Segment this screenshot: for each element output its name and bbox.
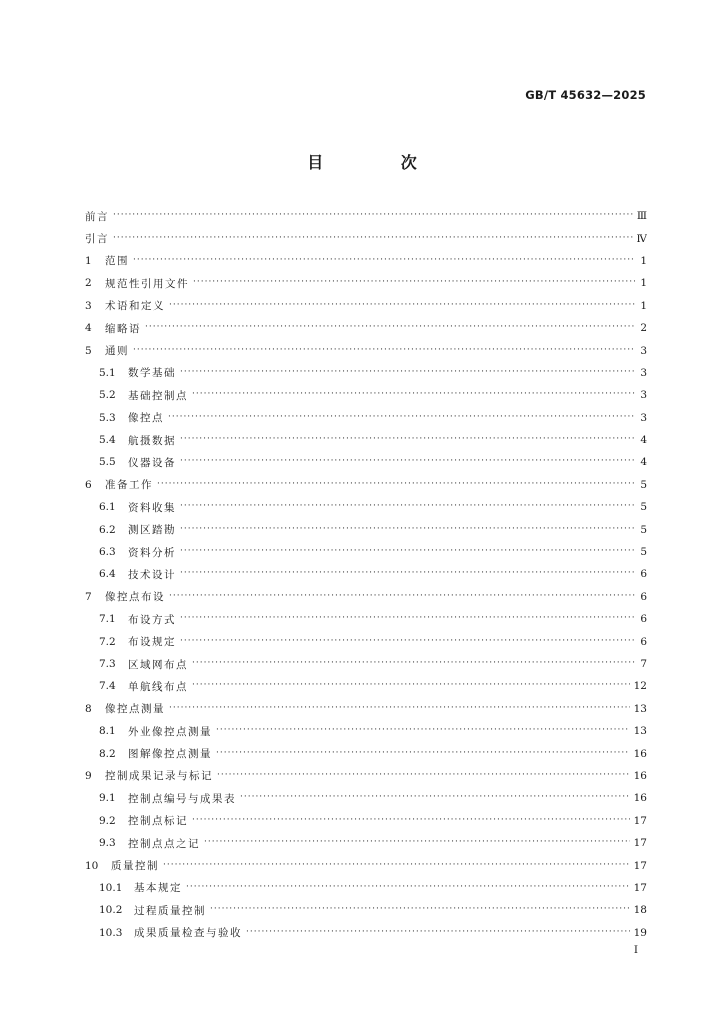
toc-leader-dots (168, 412, 635, 422)
table-of-contents (85, 205, 647, 944)
toc-leader-dots (192, 389, 635, 399)
toc-entry[interactable] (85, 630, 647, 652)
toc-entry-title: 数学基础 (128, 367, 176, 380)
toc-entry-title: 单航线布点 (128, 680, 188, 693)
toc-entry[interactable] (85, 810, 647, 832)
toc-leader-dots (216, 748, 630, 758)
toc-entry-number: 7.2 (99, 635, 116, 648)
toc-entry[interactable] (85, 720, 647, 742)
toc-entry-number: 5.2 (99, 389, 116, 402)
toc-leader-dots (240, 792, 630, 802)
toc-leader-dots (246, 927, 630, 937)
toc-entry-page: 17 (633, 859, 647, 872)
toc-entry-title: 缩略语 (105, 322, 141, 335)
toc-leader-dots (169, 591, 635, 601)
toc-entry-title: 像控点 (128, 412, 164, 425)
toc-entry-title: 准备工作 (105, 479, 153, 492)
toc-entry-title: 成果质量检查与验收 (134, 927, 242, 940)
toc-entry[interactable] (85, 496, 647, 518)
toc-entry-title: 控制点标记 (128, 815, 188, 828)
toc-entry-page: 5 (640, 478, 647, 491)
toc-leader-dots (180, 613, 635, 623)
toc-entry-number: 7.3 (99, 658, 116, 670)
toc-entry-title: 技术设计 (128, 568, 176, 581)
toc-entry-title: 前言 (85, 210, 109, 223)
toc-entry[interactable] (85, 518, 647, 540)
toc-entry[interactable] (85, 586, 647, 608)
toc-leader-dots (180, 524, 635, 534)
toc-entry-number: 5.3 (99, 411, 116, 424)
toc-entry-title: 像控点测量 (105, 703, 165, 716)
toc-leader-dots (133, 255, 635, 265)
toc-entry-title: 仪器设备 (128, 456, 176, 469)
toc-entry-title: 基本规定 (134, 882, 182, 895)
toc-leader-dots (204, 837, 630, 847)
toc-entry-page: 1 (640, 277, 647, 290)
toc-entry-title: 范围 (105, 255, 129, 268)
page-title: 目 次 (307, 153, 453, 172)
toc-leader-dots (169, 300, 635, 310)
toc-entry-page: 19 (633, 926, 647, 939)
toc-entry-number: 2 (85, 277, 92, 290)
toc-entry-number: 9.2 (99, 814, 116, 827)
toc-entry-page: 18 (633, 904, 647, 917)
toc-entry-page: 1 (640, 299, 647, 312)
toc-entry-number: 1 (85, 254, 92, 267)
toc-entry-page: 13 (633, 725, 647, 738)
toc-leader-dots (133, 345, 635, 355)
toc-leader-dots (192, 680, 630, 690)
toc-entry-title: 像控点布设 (105, 591, 165, 604)
toc-entry[interactable] (85, 854, 647, 876)
toc-entry-page: 17 (633, 814, 647, 827)
toc-entry[interactable] (85, 675, 647, 697)
toc-entry-title: 规范性引用文件 (105, 277, 189, 290)
toc-leader-dots (145, 322, 635, 332)
toc-entry-title: 外业像控点测量 (128, 725, 212, 738)
toc-entry-page: 5 (640, 546, 647, 559)
toc-entry-title: 控制点点之记 (128, 837, 200, 850)
toc-entry-page: 16 (633, 747, 647, 760)
toc-leader-dots (192, 658, 635, 668)
toc-entry-title: 控制点编号与成果表 (128, 792, 236, 805)
toc-entry-page: 5 (640, 523, 647, 536)
toc-entry-number: 10.3 (99, 926, 123, 939)
toc-entry[interactable] (85, 742, 647, 764)
toc-entry-title: 布设方式 (128, 613, 176, 626)
toc-entry-title: 过程质量控制 (134, 904, 206, 917)
toc-leader-dots (193, 277, 635, 287)
toc-entry-title: 基础控制点 (128, 389, 188, 402)
toc-leader-dots (210, 904, 630, 914)
toc-entry-page: 16 (633, 769, 647, 782)
toc-leader-dots (180, 456, 635, 466)
toc-leader-dots (217, 770, 630, 780)
toc-entry-title: 质量控制 (111, 860, 159, 873)
toc-entry-title: 通则 (105, 345, 129, 358)
toc-entry[interactable] (85, 451, 647, 473)
toc-entry-number: 9.1 (99, 792, 116, 805)
toc-entry-page: 3 (640, 344, 647, 357)
toc-entry-title: 资料分析 (128, 546, 176, 559)
toc-entry[interactable] (85, 698, 647, 720)
toc-entry-number: 10.2 (99, 904, 123, 917)
toc-entry[interactable] (85, 899, 647, 921)
toc-entry-number: 8.1 (99, 725, 116, 738)
toc-entry[interactable] (85, 407, 647, 429)
toc-entry[interactable] (85, 272, 647, 294)
toc-entry-page: 17 (633, 837, 647, 850)
toc-entry[interactable] (85, 787, 647, 809)
toc-entry[interactable] (85, 922, 647, 944)
toc-entry[interactable] (85, 362, 647, 384)
toc-entry-title: 布设规定 (128, 636, 176, 649)
toc-entry-number: 5 (85, 344, 92, 357)
toc-entry-number: 7.4 (99, 680, 116, 693)
toc-entry[interactable] (85, 339, 647, 361)
toc-leader-dots (180, 636, 635, 646)
toc-entry[interactable] (85, 653, 647, 675)
toc-entry-number: 3 (85, 299, 92, 312)
toc-entry[interactable] (85, 205, 647, 227)
toc-entry[interactable] (85, 563, 647, 585)
toc-entry-number: 7 (85, 590, 92, 603)
toc-entry-page: 13 (633, 702, 647, 715)
toc-entry-page: 3 (640, 366, 647, 379)
toc-entry[interactable] (85, 877, 647, 899)
toc-entry-title: 测区踏勘 (128, 524, 176, 537)
toc-leader-dots (216, 725, 630, 735)
toc-entry-page: 12 (633, 680, 647, 693)
toc-entry-number: 7.1 (99, 613, 116, 626)
toc-entry-page: 3 (640, 389, 647, 402)
toc-entry-page: 6 (640, 568, 647, 581)
toc-leader-dots (113, 233, 633, 243)
toc-leader-dots (180, 546, 635, 556)
toc-entry-title: 引言 (85, 233, 109, 246)
toc-entry-number: 10.1 (99, 881, 123, 894)
toc-leader-dots (180, 568, 635, 578)
toc-leader-dots (186, 882, 630, 892)
toc-entry-page: 1 (640, 254, 647, 267)
toc-entry-page: 4 (640, 434, 647, 447)
toc-entry[interactable] (85, 295, 647, 317)
toc-entry[interactable] (85, 765, 647, 787)
toc-entry[interactable] (85, 250, 647, 272)
toc-entry-page: 6 (640, 635, 647, 648)
toc-entry[interactable] (85, 317, 647, 339)
toc-entry[interactable] (85, 429, 647, 451)
toc-leader-dots (163, 860, 630, 870)
toc-entry-title: 资料收集 (128, 501, 176, 514)
toc-entry-title: 区域网布点 (128, 658, 188, 671)
toc-entry-page: 6 (640, 590, 647, 603)
toc-entry-page: 5 (640, 501, 647, 514)
toc-entry-number: 9.3 (99, 837, 116, 850)
toc-entry[interactable] (85, 474, 647, 496)
toc-entry-number: 8.2 (99, 747, 116, 760)
toc-entry[interactable] (85, 832, 647, 854)
toc-entry[interactable] (85, 608, 647, 630)
toc-entry-number: 10 (85, 859, 99, 872)
toc-entry-number: 8 (85, 702, 92, 715)
toc-entry-page: 6 (640, 613, 647, 626)
toc-entry-page: 17 (633, 881, 647, 894)
toc-entry[interactable] (85, 384, 647, 406)
toc-entry-number: 5.5 (99, 456, 116, 469)
toc-leader-dots (180, 501, 635, 511)
toc-entry[interactable] (85, 227, 647, 249)
toc-entry-number: 9 (85, 769, 92, 782)
toc-leader-dots (157, 479, 635, 489)
toc-entry-page: 16 (633, 792, 647, 805)
toc-entry-number: 6 (85, 478, 92, 491)
toc-leader-dots (180, 367, 635, 377)
toc-entry-number: 6.2 (99, 523, 116, 536)
toc-leader-dots (192, 815, 630, 825)
toc-entry-number: 6.1 (99, 501, 116, 514)
toc-entry-page: 2 (640, 322, 647, 335)
toc-leader-dots (169, 703, 630, 713)
toc-entry-page: Ⅳ (636, 232, 647, 245)
toc-entry[interactable] (85, 541, 647, 563)
toc-entry-number: 5.1 (99, 366, 116, 379)
toc-leader-dots (113, 210, 633, 220)
page-number: I (633, 944, 638, 956)
toc-entry-title: 航摄数据 (128, 434, 176, 447)
toc-entry-title: 术语和定义 (105, 300, 165, 313)
toc-entry-page: Ⅲ (636, 210, 647, 223)
toc-entry-number: 4 (85, 322, 92, 335)
toc-entry-number: 5.4 (99, 434, 116, 447)
toc-entry-title: 控制成果记录与标记 (105, 770, 213, 783)
standard-code: GB/T 45632—2025 (525, 88, 646, 102)
toc-entry-page: 7 (640, 658, 647, 670)
toc-entry-page: 4 (640, 456, 647, 469)
toc-leader-dots (180, 434, 635, 444)
toc-entry-page: 3 (640, 411, 647, 424)
toc-entry-number: 6.4 (99, 568, 116, 581)
toc-entry-title: 图解像控点测量 (128, 748, 212, 761)
toc-entry-number: 6.3 (99, 546, 116, 559)
